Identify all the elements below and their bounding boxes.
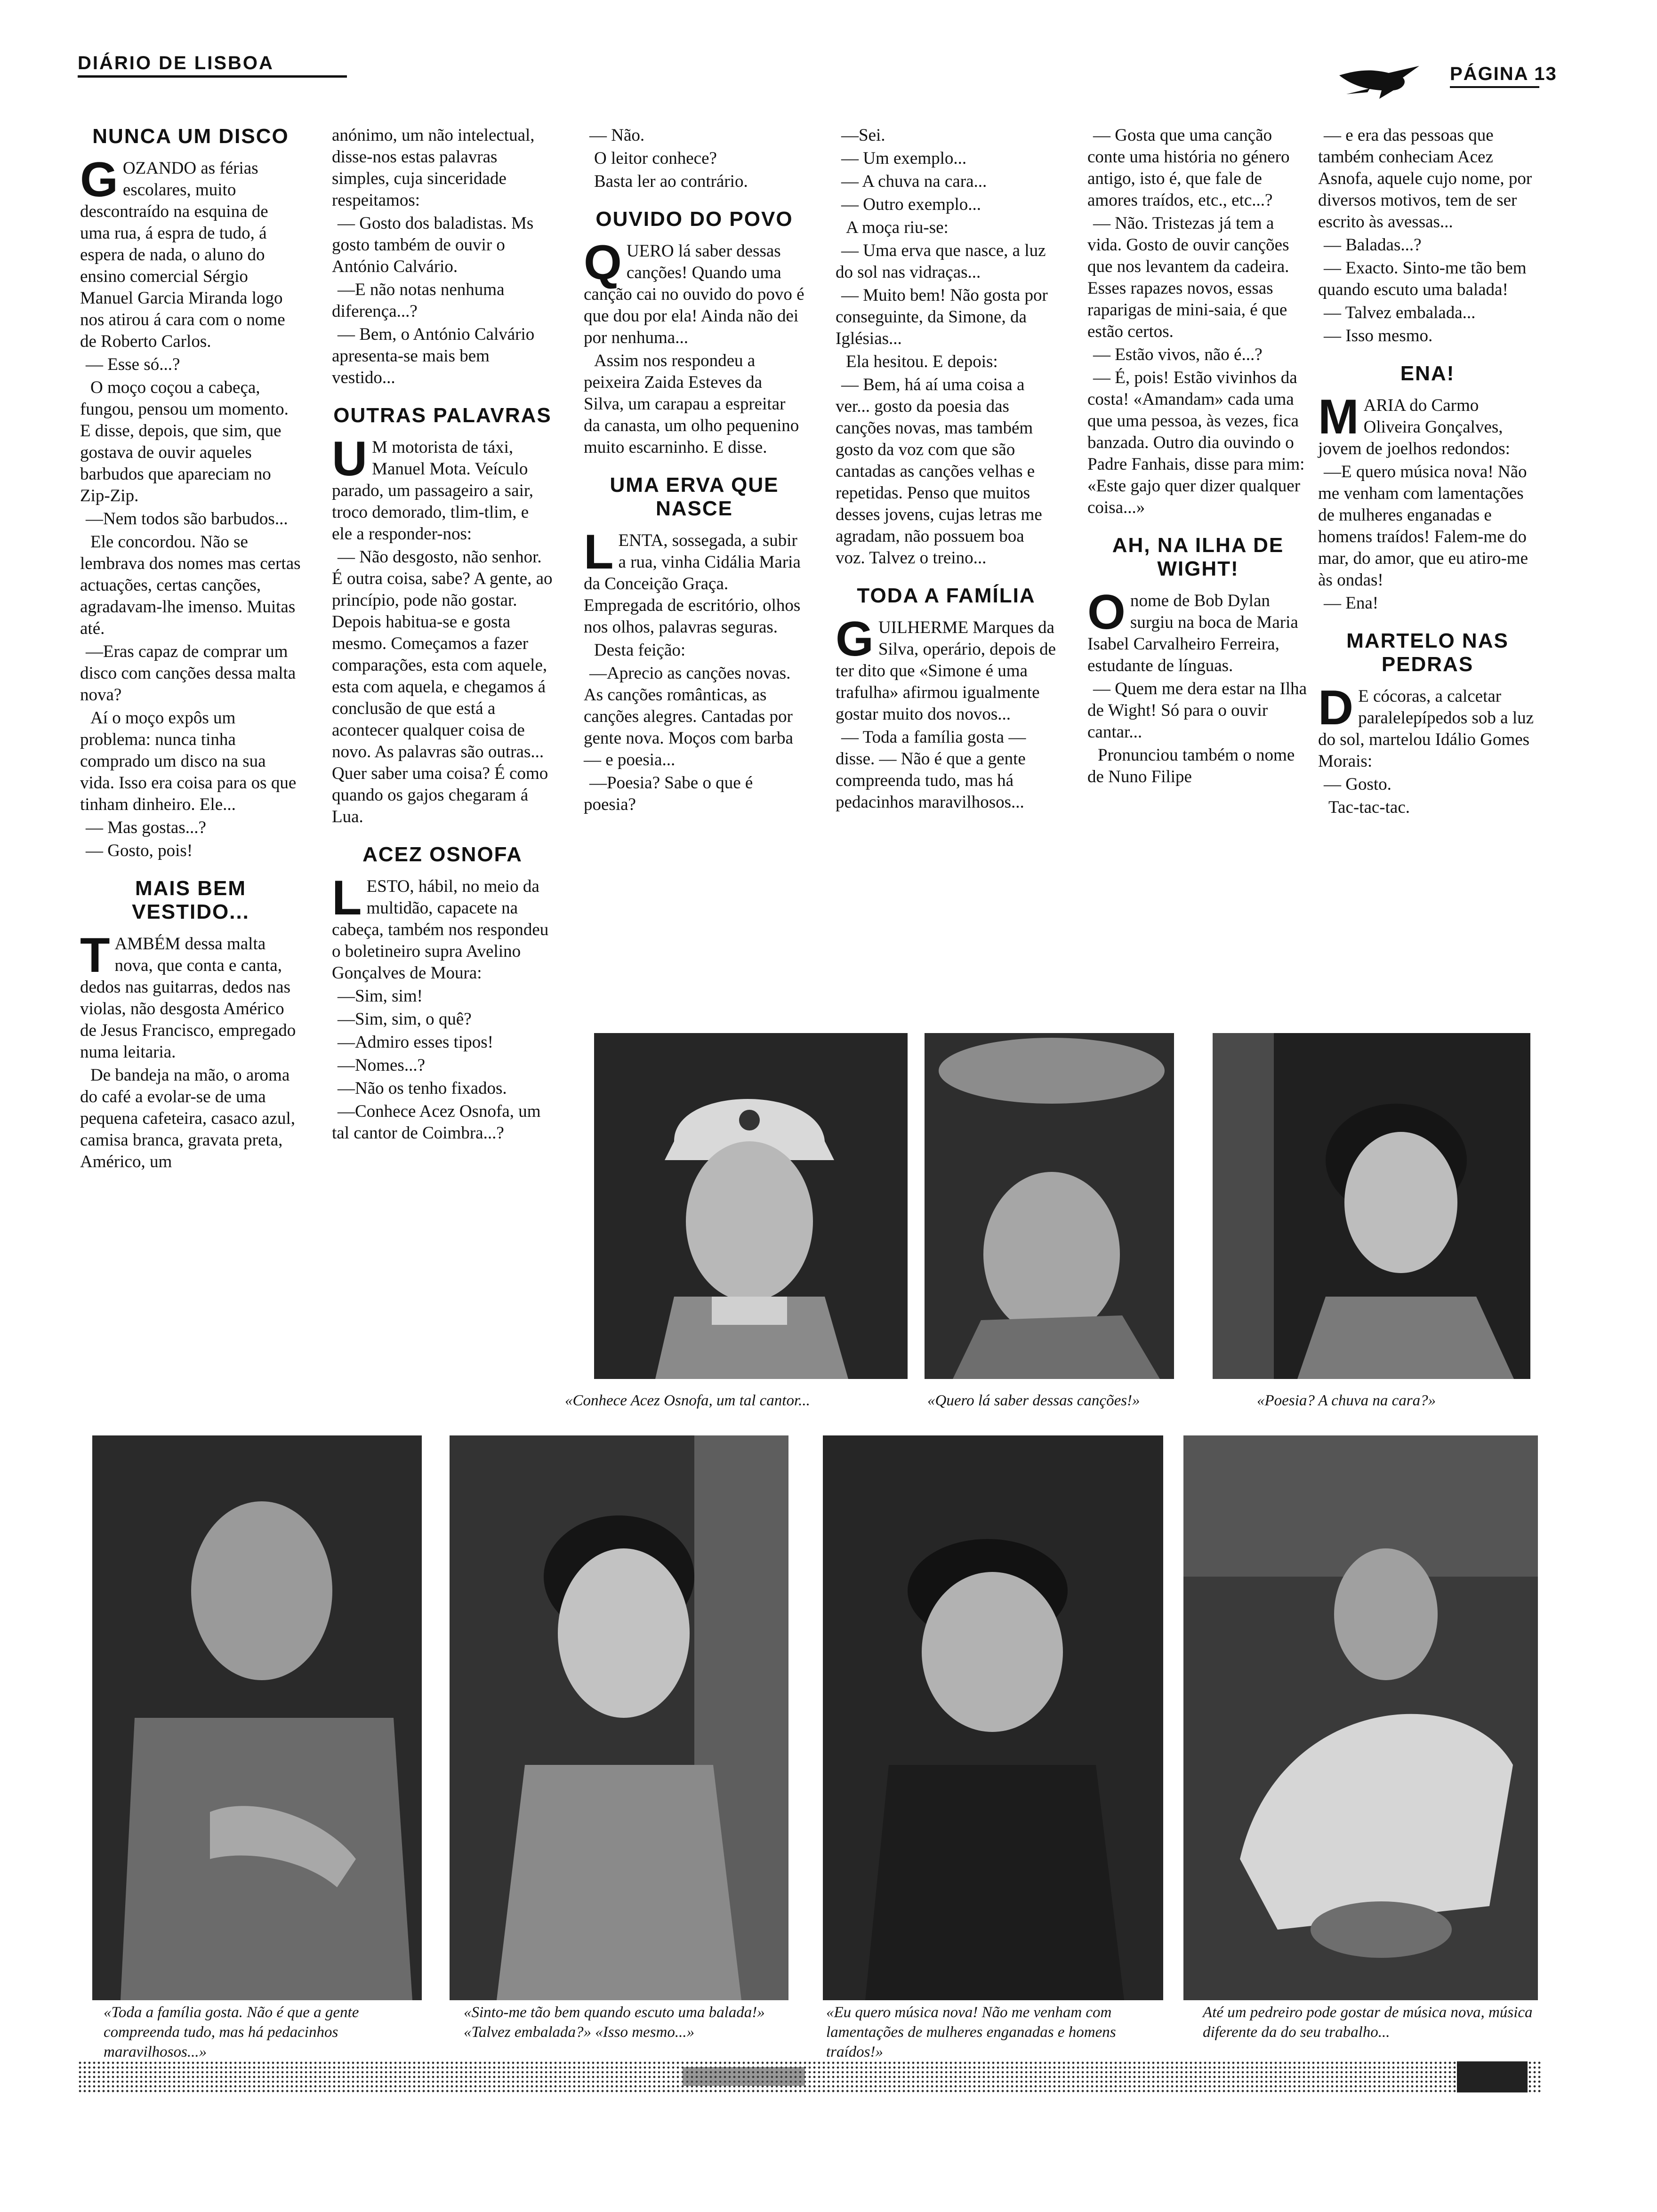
photo-courier-helmet [594,1033,908,1379]
paragraph: —Não os tenho fixados. [338,1079,507,1098]
drop-cap: Q [584,235,622,290]
drop-cap: O [1087,585,1126,640]
drop-cap: U [332,432,368,486]
drop-cap: G [80,152,118,207]
paragraph: —Sei. [841,126,885,145]
paragraph: —Eras capaz de comprar um disco com canções dessa malta nova? [80,642,296,705]
photo-worker-man [92,1435,422,2000]
paragraph: —Nomes...? [338,1056,425,1075]
heading-martelo-nas-pedras: MARTELO NAS PEDRAS [1346,629,1509,676]
paragraph: — Não. [589,126,645,145]
paragraph: — e era das pessoas que também conheciam Acez Asnofa, aquele cujo nome, por diversos motivos, tem de ser escrito às avessas... [1318,126,1532,232]
paragraph: O moço coçou a cabeça, fungou, pensou um momento. E disse, depois, que sim, que gostava de ouvir aqueles barbudos que apareciam no Zip-Zip. [80,378,289,505]
paragraph: —Poesia? Sabe o que é poesia? [584,773,753,814]
paragraph: O leitor conhece? [594,149,717,168]
paragraph: — Estão vivos, não é...? [1093,345,1263,364]
photo-fishwife [925,1033,1174,1379]
heading-ouvido-do-povo: OUVIDO DO POVO [595,208,793,231]
paragraph: Assim nos respondeu a peixeira Zaida Esteves da Silva, um carapau a espreitar da canasta, um olho pequenino muito escarninho. E disse. [584,351,799,457]
heading-ena: ENA! [1400,362,1455,385]
paragraph: OZANDO as férias escolares, muito descontraído na esquina de uma rua, á espra de tudo, á espera de nada, o aluno do ensino comercial Sérgio Manuel Garcia Miranda logo nos atirou á cara com o nome de Roberto Carlos. [80,159,285,351]
paragraph: — Bem, o António Calvário apresenta-se mais bem vestido... [332,325,535,387]
bird-logo-icon [1337,61,1422,104]
drop-cap: G [836,612,874,666]
paragraph: — Toda a família gosta — disse. — Não é que a gente compreenda tudo, mas há pedacinhos maravilhosos... [836,728,1026,812]
paragraph: —Nem todos são barbudos... [86,509,288,529]
column-1 [80,125,301,1174]
heading-outras-palavras: OUTRAS PALAVRAS [333,404,552,427]
paragraph: anónimo, um não intelectual, disse-nos estas palavras simples, cuja sinceridade respeitamos: [332,126,535,210]
paragraph: — Bem, há aí uma coisa a ver... gosto da poesia das canções novas, mas também gosto da voz com que são cantadas as canções velhas e repetidas. Penso que muitos desses jovens, cujas letras me agradam, não possuem boa voz. Talvez o treino... [836,375,1042,568]
caption-balada: «Sinto-me tão bem quando escuto uma balada!» «Talvez embalada?» «Isso mesmo...» [464,2004,765,2041]
heading-acez-osnofa: ACEZ OSNOFA [362,843,523,866]
drop-cap: D [1318,681,1354,735]
drop-cap: L [584,525,614,579]
photo-girl-music [823,1435,1163,2000]
paragraph: Pronunciou também o nome de Nuno Filipe [1087,745,1295,786]
column-2 [332,125,553,1146]
paragraph: UERO lá saber dessas canções! Quando uma canção cai no ouvido do povo é que dou por ela! Ainda não dei por nenhuma... [584,241,804,347]
paragraph: Ela hesitou. E depois: [846,352,998,371]
paragraph: — É, pois! Estão vivinhos da costa! «Amandam» cada uma que uma pessoa, às vezes, fica banzada. Outro dia ouvindo o Padre Fanhais, disse para mim: «Este gajo quer dizer qualquer coisa...» [1087,368,1305,517]
paragraph: Aí o moço expôs um problema: nunca tinha comprado um disco na sua vida. Isso era coisa para os que tinham dinheiro. Ele... [80,708,297,814]
paragraph: — Gosta que uma canção conte uma história no género antigo, isto é, que fale de amores traídos, etc., etc...? [1087,126,1290,210]
caption-familia: «Toda a família gosta. Não é que a gente compreenda tudo, mas há pedacinhos maravilhosos...» [104,2004,359,2060]
heading-uma-erva-que-nasce: UMA ERVA QUE NASCE [610,473,779,520]
footer-dark-block [1457,2061,1528,2092]
paragraph: nome de Bob Dylan surgiu na boca de Maria Isabel Carvalheiro Ferreira, estudante de línguas. [1087,591,1298,675]
paragraph: Tac-tac-tac. [1328,798,1410,817]
drop-cap: T [80,928,110,983]
paragraph: — Uma erva que nasce, a luz do sol nas vidraças... [836,241,1046,282]
paragraph: — Um exemplo... [841,149,967,168]
caption-poesia: «Poesia? A chuva na cara?» [1257,1392,1436,1409]
header-rule-left [78,75,347,78]
paragraph: — Quem me dera estar na Ilha de Wight! Só para o ouvir cantar... [1087,679,1307,742]
paragraph: —Aprecio as canções novas. As canções românticas, as canções alegres. Cantadas por gente nova. Moços com barba — e poesia... [584,664,793,769]
paragraph: — Baladas...? [1324,235,1422,255]
photo-office-girl [1213,1033,1530,1379]
paragraph: —Admiro esses tipos! [338,1033,493,1052]
drop-cap: L [332,871,362,925]
drop-cap: M [1318,390,1359,444]
paragraph: Basta ler ao contrário. [594,172,748,191]
paragraph: AMBÉM dessa malta nova, que conta e canta, dedos nas guitarras, dedos nas violas, não desgosta Américo de Jesus Francisco, empregado numa leitaria. [80,934,296,1062]
footer-halftone-smudge [683,2067,805,2086]
paragraph: ARIA do Carmo Oliveira Gonçalves, jovem de joelhos redondos: [1318,396,1510,458]
paragraph: — Talvez embalada... [1324,303,1476,322]
paragraph: — Gosto dos baladistas. Ms gosto também de ouvir o António Calvário. [332,214,534,276]
heading-ah-na-ilha-de-wight: AH, NA ILHA DE WIGHT! [1112,534,1284,580]
column-4 [836,125,1057,815]
caption-musica-nova: «Eu quero música nova! Não me venham com lamentações de mulheres enganadas e homens traídos!» [826,2004,1116,2060]
paragraph: — Esse só...? [86,355,180,374]
paragraph: —E quero música nova! Não me venham com lamentações de mulheres enganadas e homens traídos! Falem-me do mar, do amor, que eu atiro-me às ondas! [1318,462,1528,590]
paragraph: ENTA, sossegada, a subir a rua, vinha Cidália Maria da Conceição Graça. Empregada de escritório, olhos nos olhos, palavras seguras. [584,531,801,637]
footer-halftone-band [78,2060,1542,2093]
paragraph: A moça riu-se: [846,218,949,237]
photo-young-woman [450,1435,788,2000]
paragraph: — Muito bem! Não gosta por conseguinte, da Simone, da Iglésias... [836,286,1048,348]
paragraph: Ele concordou. Não se lembrava dos nomes mas certas actuações, certas canções, agradavam-lhe imenso. Muitas até. [80,532,301,638]
heading-mais-bem-vestido: MAIS BEM VESTIDO... [132,877,249,923]
page-number: PÁGINA 13 [1450,64,1557,84]
header-rule-right [1450,86,1539,88]
caption-ouvido: «Quero lá saber dessas canções!» [927,1392,1140,1409]
paragraph: E cócoras, a calcetar paralelepípedos sob a luz do sol, martelou Idálio Gomes Morais: [1318,687,1534,771]
paragraph: Desta feição: [594,641,686,660]
paragraph: —Sim, sim! [338,986,423,1006]
paragraph: UILHERME Marques da Silva, operário, depois de ter dito que «Simone é uma trafulha» afirmou igualmente gostar muito dos novos... [836,618,1056,724]
paragraph: —Sim, sim, o quê? [338,1010,472,1029]
column-3 [584,125,805,817]
paragraph: — Ena! [1324,593,1379,613]
paragraph: — Gosto. [1324,775,1392,794]
heading-toda-a-familia: TODA A FAMÍLIA [857,584,1036,607]
column-6 [1318,125,1537,820]
paragraph: ESTO, hábil, no meio da multidão, capacete na cabeça, também nos respondeu o boletineiro supra Avelino Gonçalves de Moura: [332,877,549,983]
paragraph: —Conhece Acez Osnofa, um tal cantor de Coimbra...? [332,1102,541,1143]
caption-acez: «Conhece Acez Osnofa, um tal cantor... [565,1392,810,1409]
photo-paver [1183,1435,1538,2000]
paragraph: — Não desgosto, não senhor. É outra coisa, sabe? A gente, ao princípio, pode não gostar. Depois habitua-se e gosta mesmo. Começamos a fazer comparações, esta com aquele, esta com aquela, e chegamos á conclusão de que está a acontecer qualquer coisa de novo. As palavras são outras... Quer saber uma coisa? É como quando os gajos chegaram á Lua. [332,547,553,826]
paragraph: —E não notas nenhuma diferença...? [332,280,505,321]
paragraph: De bandeja na mão, o aroma do café a evolar-se de uma pequena cafeteira, casaco azul, camisa branca, gravata preta, Américo, um [80,1066,296,1171]
heading-nunca-um-disco: NUNCA UM DISCO [92,125,289,148]
newspaper-name: DIÁRIO DE LISBOA [78,53,274,73]
paragraph: — A chuva na cara... [841,172,987,191]
paragraph: — Não. Tristezas já tem a vida. Gosto de ouvir canções que nos levantem da cadeira. Esses rapazes novos, essas raparigas de mini-saia, é que estão certos. [1087,214,1289,341]
paragraph: M motorista de táxi, Manuel Mota. Veículo parado, um passageiro a sair, troco demorado, tlim-tlim, e ele a responder-nos: [332,438,533,544]
paragraph: — Mas gostas...? [86,818,206,837]
paragraph: — Isso mesmo. [1324,326,1433,345]
paragraph: — Gosto, pois! [86,841,193,860]
column-5 [1087,125,1309,789]
caption-pedreiro: Até um pedreiro pode gostar de música nova, música diferente da do seu trabalho... [1203,2004,1533,2041]
paragraph: — Exacto. Sinto-me tão bem quando escuto uma balada! [1318,258,1527,299]
paragraph: — Outro exemplo... [841,195,981,214]
